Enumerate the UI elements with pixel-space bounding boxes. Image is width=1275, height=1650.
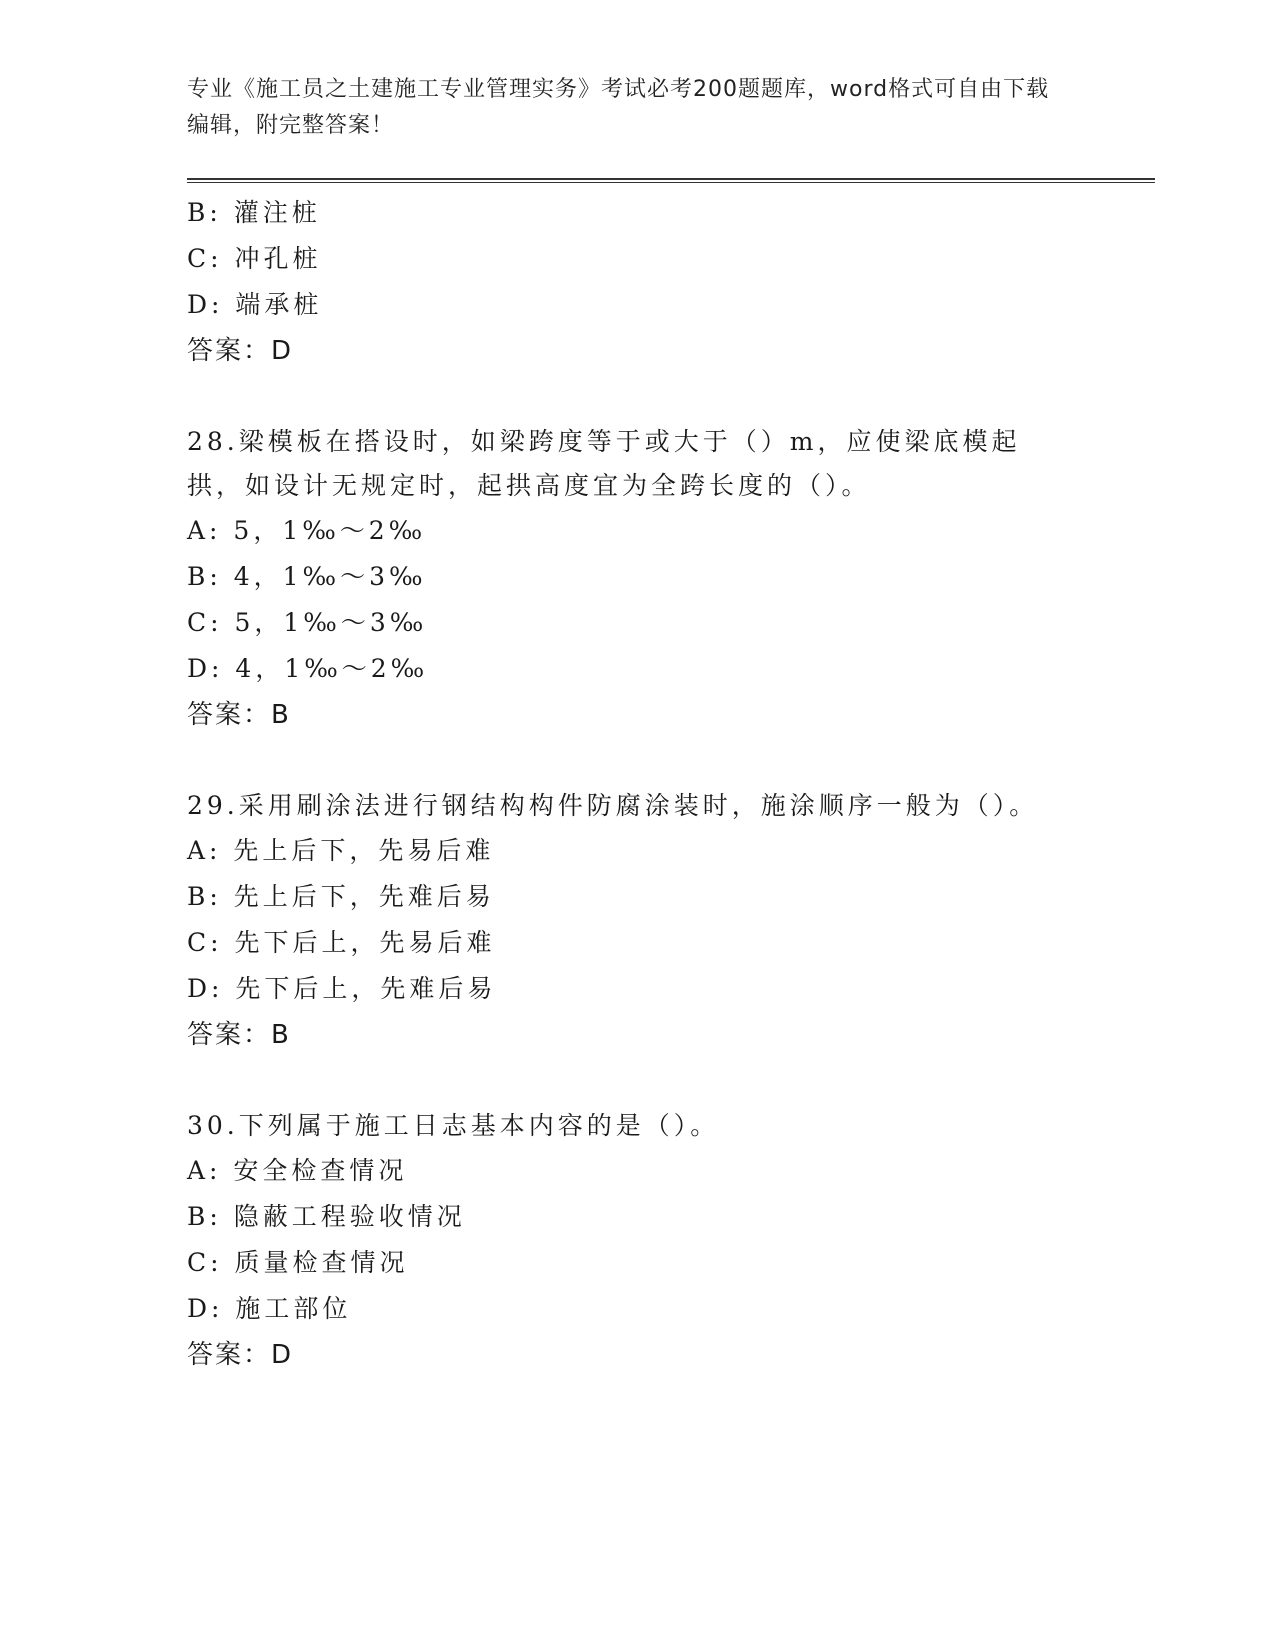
spacer	[187, 374, 1087, 420]
option-b: B: 先上后下，先难后易	[187, 882, 495, 911]
option-c: C: 冲孔桩	[187, 244, 322, 273]
option-c: C: 5，1‰～3‰	[187, 608, 428, 637]
question-list	[187, 190, 1087, 1378]
question-29	[187, 784, 1087, 1058]
answer: 答案：D	[187, 1340, 294, 1370]
option-d: D: 先下后上，先难后易	[187, 974, 497, 1003]
option-b: B: 隐蔽工程验收情况	[187, 1202, 466, 1231]
question-27	[187, 190, 1087, 374]
answer: 答案：B	[187, 1020, 291, 1050]
spacer	[187, 1058, 1087, 1104]
option-d: D: 施工部位	[187, 1294, 352, 1323]
option-c: C: 先下后上，先易后难	[187, 928, 496, 957]
option-a: A: 5，1‰～2‰	[187, 516, 427, 545]
option-b: B: 灌注桩	[187, 198, 321, 227]
option-b: B: 4，1‰～3‰	[187, 562, 427, 591]
answer: 答案：D	[187, 336, 294, 366]
option-c: C: 质量检查情况	[187, 1248, 409, 1277]
question-stem: 28.梁模板在搭设时，如梁跨度等于或大于（）m，应使梁底模起拱，如设计无规定时，起拱高度宜为全跨长度的（）。	[187, 427, 1021, 500]
question-28	[187, 420, 1087, 738]
option-a: A: 先上后下，先易后难	[187, 836, 495, 865]
question-30	[187, 1104, 1087, 1378]
header-divider	[187, 178, 1155, 183]
question-stem: 29.采用刷涂法进行钢结构构件防腐涂装时，施涂顺序一般为（）。	[187, 791, 1039, 820]
answer: 答案：B	[187, 700, 291, 730]
question-stem: 30.下列属于施工日志基本内容的是（）。	[187, 1111, 720, 1140]
option-d: D: 端承桩	[187, 290, 323, 319]
option-d: D: 4，1‰～2‰	[187, 654, 429, 683]
option-a: A: 安全检查情况	[187, 1156, 408, 1185]
spacer	[187, 738, 1087, 784]
page-header: 专业《施工员之土建施工专业管理实务》考试必考200题题库，word格式可自由下载编辑，附完整答案！	[187, 77, 1050, 138]
